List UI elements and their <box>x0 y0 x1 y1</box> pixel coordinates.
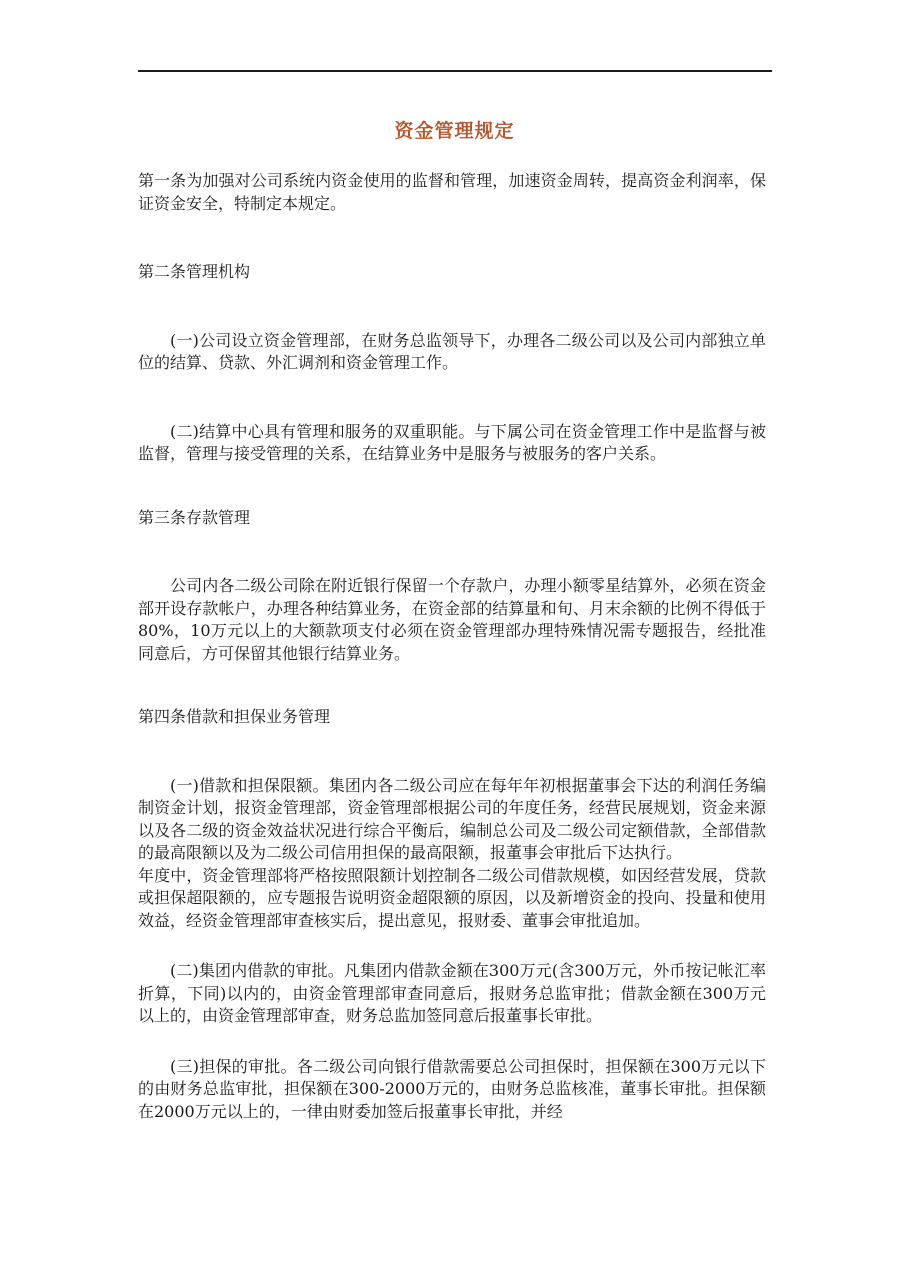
article-2-item-2: (二)结算中心具有管理和服务的双重职能。与下属公司在资金管理工作中是监督与被监督，管理与接受管理的关系，在结算业务中是服务与被服务的客户关系。 <box>138 421 766 463</box>
article-4-item-2: (二)集团内借款的审批。凡集团内借款金额在300万元(含300万元，外币按记帐汇率折算，下同)以内的，由资金管理部审查同意后，报财务总监审批；借款金额在300万元以上的，由资金管理部审查，财务总监加签同意后报董事长审批。 <box>138 961 766 1025</box>
article-4-heading: 第四条借款和担保业务管理 <box>138 707 331 726</box>
article-4-item-3: (三)担保的审批。各二级公司向银行借款需要总公司担保时，担保额在300万元以下的由财务总监审批，担保额在300-2000万元的，由财务总监核准，董事长审批。担保额在2000万元以上的，一律由财委加签后报董事长审批，并经 <box>138 1056 766 1121</box>
article-2-heading: 第二条管理机构 <box>138 262 251 281</box>
document-title: 资金管理规定 <box>394 120 515 142</box>
article-2-item-1: (一)公司设立资金管理部，在财务总监领导下，办理各二级公司以及公司内部独立单位的结算、贷款、外汇调剂和资金管理工作。 <box>138 330 766 372</box>
document-body <box>138 170 766 1123</box>
article-3-body: 公司内各二级公司除在附近银行保留一个存款户，办理小额零星结算外，必须在资金部开设存款帐户，办理各种结算业务，在资金部的结算量和旬、月末余额的比例不得低于80%，10万元以上的大额款项支付必须在资金管理部办理特殊情况需专题报告，经批准同意后，方可保留其他银行结算业务。 <box>138 576 766 663</box>
article-4-item-1-cont: 年度中，资金管理部将严格按照限额计划控制各二级公司借款规模，如因经营发展，贷款或担保超限额的，应专题报告说明资金超限额的原因，以及新增资金的投向、投量和使用效益，经资金管理部审查核实后，提出意见，报财委、董事会审批追加。 <box>138 865 766 930</box>
article-1: 第一条为加强对公司系统内资金使用的监督和管理，加速资金周转，提高资金利润率，保证资金安全，特制定本规定。 <box>138 171 766 213</box>
article-3-heading: 第三条存款管理 <box>138 507 251 527</box>
header-rule <box>138 70 772 72</box>
article-4-item-1: (一)借款和担保限额。集团内各二级公司应在每年年初根据董事会下达的利润任务编制资金计划，报资金管理部，资金管理部根据公司的年度任务，经营民展规划，资金来源以及各二级的资金效益状况进行综合平衡后，编制总公司及二级公司定额借款，全部借款的最高限额以及为二级公司信用担保的最高限额，报董事会审批后下达执行。 <box>138 775 766 862</box>
